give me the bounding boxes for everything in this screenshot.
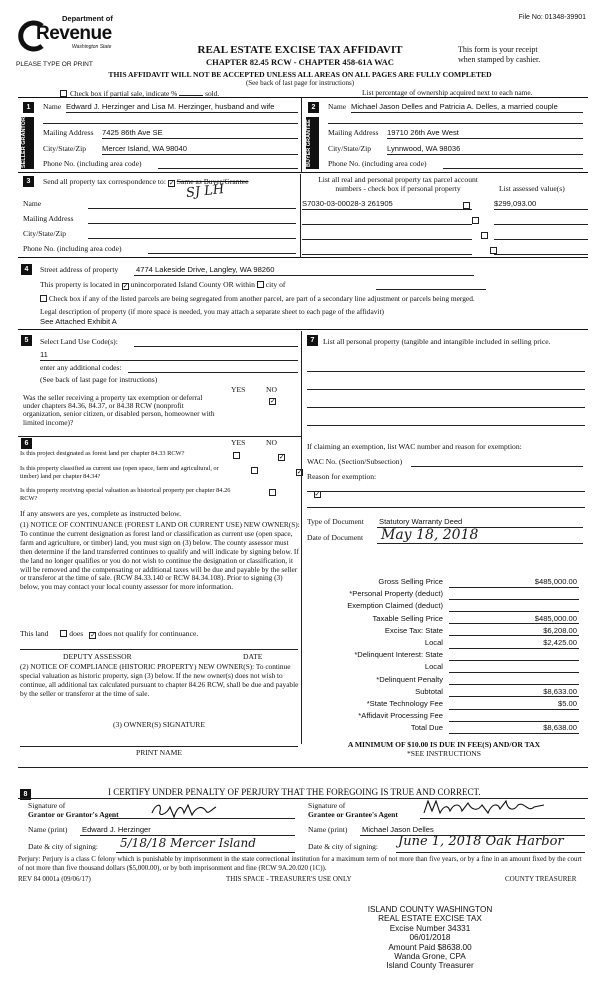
- section-3-number: 3: [23, 176, 34, 187]
- land-does-not-checkbox[interactable]: ✓: [90, 631, 96, 639]
- segregated-row: [40, 294, 588, 303]
- certify-statement: I CERTIFY UNDER PENALTY OF PERJURY THAT THE FOREGOING IS TRUE AND CORRECT.: [108, 787, 481, 797]
- fee-label: *State Technology Fee: [366, 699, 443, 708]
- fee-value[interactable]: $8,638.00: [543, 723, 577, 733]
- personal-prop-line-2: [307, 389, 585, 390]
- fee-label: Subtotal: [415, 686, 443, 696]
- this-land-text: This land: [20, 629, 49, 638]
- city-of-text: city of: [265, 280, 286, 289]
- fee-row: [303, 686, 585, 698]
- buyer-name-field[interactable]: Michael Jason Delles and Patricia A. Delles, a married couple: [351, 102, 558, 111]
- stamp-line: REAL ESTATE EXCISE TAX: [378, 914, 482, 924]
- fee-label: *Affidavit Processing Fee: [358, 711, 443, 721]
- fee-label: Excise Tax: State: [384, 625, 443, 635]
- s6-q2-text: Is this property classified as current use (open space, farm and agricultural, or timber) land per chapter 84.34?: [20, 465, 219, 480]
- seller-name-field[interactable]: Edward J. Herzinger and Lisa M. Herzinger, husband and wife: [66, 102, 275, 111]
- fee-row: [303, 661, 585, 673]
- form-subtitle: CHAPTER 82.45 RCW - CHAPTER 458-61A WAC: [206, 57, 394, 67]
- buyer-name-label: Name: [328, 102, 347, 111]
- buyer-mail-field[interactable]: 19710 26th Ave West: [387, 128, 459, 137]
- see-instructions: *SEE INSTRUCTIONS: [406, 749, 482, 758]
- doc-type-field[interactable]: Statutory Warranty Deed: [379, 517, 463, 526]
- land-use-see-back: (See back of last page for instructions): [40, 375, 158, 384]
- doc-date-line: [377, 543, 583, 544]
- receipt-note-1: This form is your receipt: [458, 45, 538, 54]
- logo-state: Washington State: [72, 44, 112, 50]
- s6-yes-header: YES: [231, 438, 246, 447]
- seller-name-line1: [66, 112, 298, 113]
- corr-name-label: Name: [23, 199, 42, 208]
- fee-label: Gross Selling Price: [378, 577, 443, 586]
- fee-row: [303, 625, 585, 637]
- section-1-2-divider: [301, 98, 302, 173]
- fee-row: [303, 588, 585, 600]
- fee-row: [303, 722, 585, 734]
- exemption-label: If claiming an exemption, list WAC number and reason for exemption:: [307, 442, 522, 451]
- s6-q1-yes-checkbox[interactable]: [233, 452, 240, 459]
- fee-value[interactable]: $5.00: [557, 699, 577, 708]
- additional-codes-label: enter any additional codes:: [40, 363, 122, 372]
- treasurer-stamp: [345, 905, 515, 971]
- grantor-name-field[interactable]: Edward J. Herzinger: [82, 825, 151, 834]
- section-8-number: 8: [20, 789, 31, 800]
- dor-logo: [16, 14, 126, 62]
- owner-sig-line: [20, 746, 298, 747]
- section-6: [18, 437, 321, 747]
- parcel-line-3: [302, 239, 472, 240]
- stamp-line: Island County Treasurer: [386, 961, 474, 971]
- section-3: [18, 174, 588, 258]
- section-6-number: 6: [21, 438, 32, 449]
- parcel-header: [302, 175, 494, 193]
- buyer-grantee-bar: BUYER GRANTEE: [306, 117, 319, 169]
- fee-label: Total Due: [410, 723, 443, 733]
- if-yes-text: If any answers are yes, complete as instructed below.: [20, 509, 182, 518]
- fee-label: Exemption Claimed (deduct): [347, 601, 443, 611]
- grantor-date-label: Date & city of signing:: [28, 842, 99, 851]
- segregated-checkbox[interactable]: [40, 295, 47, 302]
- grantee-sig-line: [420, 818, 585, 819]
- seller-mail-label: Mailing Address: [43, 128, 94, 137]
- land-use-label: Select Land Use Code(s):: [40, 337, 118, 346]
- logo-revenue: Revenue: [36, 23, 112, 44]
- legal-desc-field[interactable]: See Attached Exhibit A: [40, 317, 117, 326]
- list-pct-note: List percentage of ownership acquired next to each name.: [362, 88, 533, 97]
- fee-label: Taxable Selling Price: [372, 613, 443, 623]
- located-row: [40, 280, 285, 290]
- grantor-sig-label: [28, 801, 119, 819]
- s5-q1-text: Was the seller receiving a property tax exemption or deferral under chapters 84.36, 84.37, or 84.38 RCW (nonprofit organization, senior citizen, or disabled person, homeowner with limited income)?: [23, 393, 215, 427]
- parcel-line-2: [302, 224, 472, 225]
- wac-label: WAC No. (Section/Subsection): [307, 457, 403, 466]
- corr-city-field[interactable]: [88, 229, 296, 239]
- grantor-sig-line: [110, 818, 295, 819]
- personal-prop-line-4: [307, 425, 585, 426]
- stamp-line: ISLAND COUNTY WASHINGTON: [367, 905, 493, 914]
- buyer-phone-field[interactable]: [443, 159, 583, 169]
- doc-date-field[interactable]: May 18, 2018: [381, 527, 479, 543]
- grantee-name-label: Name (print): [308, 825, 348, 834]
- s6-q1-text: Is this project designated as forest land per chapter 84.33 RCW?: [20, 450, 185, 457]
- same-as-buyer-checkbox[interactable]: ✓: [168, 179, 175, 187]
- land-use-line1: [134, 346, 298, 347]
- section-5: [18, 333, 300, 433]
- treasurer-use-only: THIS SPACE - TREASURER'S USE ONLY: [226, 875, 352, 883]
- partial-sale-checkbox[interactable]: [60, 90, 67, 97]
- fee-row: [303, 576, 585, 588]
- perjury-notice: Perjury: Perjury is a class C felony which is punishable by imprisonment in the state correctional institution for a maximum term of not more than five years, or by a fine in an amount fixed by the court of not more than five thousand dollars ($5,000.00), or by both imprisonment and fine (RCW 9A.20.020 (1C)).: [18, 855, 582, 872]
- land-does-checkbox[interactable]: [60, 630, 67, 637]
- this-land-row: [20, 629, 198, 639]
- parcel-3-personal-checkbox[interactable]: [481, 232, 488, 239]
- section-7: [303, 333, 588, 763]
- fee-value[interactable]: $485,000.00: [534, 613, 577, 623]
- fee-row: [303, 649, 585, 661]
- section-5-number: 5: [21, 335, 32, 346]
- personal-property-label: List all personal property (tangible and intangible included in selling price.: [323, 337, 551, 346]
- grantee-date-label: Date & city of signing:: [308, 842, 379, 851]
- parcel-1-personal-checkbox[interactable]: [463, 202, 470, 209]
- seller-name-line2: [43, 123, 298, 124]
- minimum-due-note: A MINIMUM OF $10.00 IS DUE IN FEE(S) AND/OR TAX: [347, 740, 541, 749]
- grantor-date-field[interactable]: 5/18/18 Mercer Island: [120, 836, 256, 850]
- seller-mail-field[interactable]: 7425 86th Ave SE: [102, 128, 163, 137]
- corr-name-field[interactable]: [88, 199, 296, 209]
- parcel-2-personal-checkbox[interactable]: [472, 217, 479, 224]
- parcel-header-line1: List all real and personal property tax parcel account: [318, 175, 478, 184]
- fee-value[interactable]: $485,000.00: [534, 577, 577, 586]
- partial-sale-text: Check box if partial sale, indicate %: [70, 89, 178, 98]
- form-title: REAL ESTATE EXCISE TAX AFFIDAVIT: [197, 44, 403, 56]
- legal-desc-label: Legal description of property (if more space is needed, you may attach a separate sheet to each page of the affidavit): [40, 307, 384, 316]
- parcel-header-line2: numbers - check box if personal property: [335, 184, 461, 193]
- fee-row: [303, 613, 585, 625]
- reason-line-2: [307, 507, 585, 508]
- corr-phone-field[interactable]: [148, 244, 296, 254]
- parcel-line-4: [302, 254, 472, 255]
- sold-text: sold.: [205, 89, 220, 98]
- buyer-name-line1: [351, 112, 583, 113]
- send-correspondence-text: Send all property tax correspondence to:: [43, 177, 166, 186]
- see-back-header: (See back of last page for instructions): [245, 79, 355, 87]
- buyer-mail-line: [387, 138, 583, 139]
- handwritten-initials: SJ LH: [185, 182, 225, 201]
- section-7-number: 7: [307, 335, 318, 346]
- corr-mail-label: Mailing Address: [23, 214, 74, 223]
- corr-mail-field[interactable]: [88, 214, 296, 224]
- fee-label: Local: [424, 662, 443, 672]
- s6-q3-yes-checkbox[interactable]: [269, 489, 276, 496]
- stamp-line: 06/01/2018: [409, 933, 451, 943]
- buyer-section: [303, 99, 588, 173]
- reason-label: Reason for exemption:: [307, 472, 377, 481]
- seller-grantor-bar: SELLER GRANTOR: [21, 117, 34, 169]
- assessed-header: List assessed value(s): [499, 184, 565, 193]
- s6-q2-no-checkbox[interactable]: ✓: [296, 468, 303, 476]
- print-name-label: PRINT NAME: [135, 748, 183, 757]
- section-1-number: 1: [23, 102, 34, 113]
- section-4: [18, 262, 588, 330]
- grantor-sig-label-2: Grantor or Grantor's Agent: [28, 810, 119, 819]
- grantor-sig-label-1: Signature of: [28, 801, 66, 810]
- seller-name-label: Name: [43, 102, 62, 111]
- personal-prop-line-3: [307, 407, 585, 408]
- deputy-date-label: DATE: [243, 652, 263, 661]
- section-2-number: 2: [308, 102, 319, 113]
- fee-row: [303, 600, 585, 612]
- section-8-top-rule: [18, 767, 588, 768]
- land-does-not-text: does not: [98, 629, 124, 638]
- fee-value[interactable]: $2,425.00: [543, 638, 577, 647]
- buyer-city-line: [387, 154, 583, 155]
- fee-row: [303, 698, 585, 710]
- land-use-field[interactable]: 11: [40, 350, 48, 359]
- buyer-phone-label: Phone No. (including area code): [328, 159, 427, 168]
- same-as-buyer-text: Same as Buyer/Grantee: [176, 177, 249, 186]
- stamp-line: Wanda Grone, CPA: [394, 952, 466, 962]
- parcel-line-1: [302, 209, 472, 210]
- street-label: Street address of property: [40, 265, 119, 274]
- grantee-date-field[interactable]: June 1, 2018 Oak Harbor: [398, 834, 564, 849]
- assessed-line-2: [494, 224, 588, 225]
- file-number: File No: 01348-39901: [518, 14, 586, 21]
- buyer-city-field[interactable]: Lynnwood, WA 98036: [387, 144, 461, 153]
- doc-date-label: Date of Document: [307, 533, 364, 542]
- fee-value[interactable]: $8,633.00: [543, 686, 577, 696]
- parcel-4-personal-checkbox[interactable]: [490, 247, 497, 254]
- seller-city-field[interactable]: Mercer Island, WA 98040: [102, 144, 187, 153]
- grantee-date-line: [396, 852, 585, 853]
- s6-q3-no-checkbox[interactable]: ✓: [314, 490, 321, 498]
- grantee-sig-label: [308, 801, 398, 819]
- corr-phone-label: Phone No. (including area code): [23, 244, 122, 253]
- seller-city-line: [102, 154, 298, 155]
- seller-phone-label: Phone No. (including area code): [43, 159, 142, 168]
- s6-q3-text: Is this property receiving special valuation as historical property per chapter 84.26 RCW?: [20, 487, 231, 502]
- qualify-text: qualify for continuance.: [125, 629, 199, 638]
- fee-label: *Delinquent Penalty: [376, 674, 443, 684]
- grantor-date-line: [116, 852, 295, 853]
- land-does-text: does: [69, 629, 84, 638]
- seller-section: [18, 99, 300, 173]
- corr-city-label: City/State/Zip: [23, 229, 67, 238]
- grantor-name-label: Name (print): [28, 825, 68, 834]
- s6-q1-no-checkbox[interactable]: ✓: [278, 453, 285, 461]
- grantee-signature-icon: [420, 797, 550, 819]
- reason-line-1: [307, 491, 585, 492]
- assessed-line-4: [494, 254, 588, 255]
- seller-city-label: City/State/Zip: [43, 144, 87, 153]
- parcel-number-1[interactable]: S7030-03-00028-3 261905: [302, 199, 393, 208]
- notice-continuance: (1) NOTICE OF CONTINUANCE (FOREST LAND OR CURRENT USE) NEW OWNER(S): To continue the current designation as forest land or classification as current use (open space, farm and agriculture, or timber) land, you must sign on (3) below. The county assessor must then determine if the land transferred continues to qualify and will indicate by signing below. If the land no longer qualifies or you do not wish to continue the designation or classification, it will be removed and the compensating or additional taxes will be due and payable by the seller or transferor at the time of sale. (RCW 84.33.140 or RCW 84.34.108). Prior to signing (3) below, you may contact your local county assessor for more information.: [20, 520, 300, 592]
- fee-value[interactable]: $6,208.00: [543, 625, 577, 635]
- fee-row: [303, 637, 585, 649]
- street-field[interactable]: 4774 Lakeside Drive, Langley, WA 98260: [136, 265, 275, 274]
- wac-field[interactable]: [411, 457, 583, 467]
- stamp-line: Amount Paid $8638.00: [388, 942, 472, 952]
- s6-q2-yes-checkbox[interactable]: [251, 467, 258, 474]
- rev-number: REV 84 0001a (09/06/17): [18, 875, 91, 883]
- stamp-line: Excise Number 34331: [389, 923, 471, 933]
- city-of-checkbox[interactable]: [257, 281, 264, 288]
- fee-row: [303, 674, 585, 686]
- warning-text: THIS AFFIDAVIT WILL NOT BE ACCEPTED UNLESS ALL AREAS ON ALL PAGES ARE FULLY COMPLETED: [108, 70, 492, 79]
- please-type: PLEASE TYPE OR PRINT: [16, 61, 93, 68]
- seller-mail-line: [102, 138, 298, 139]
- fee-value-line: [449, 733, 579, 734]
- unincorporated-checkbox[interactable]: ✓: [122, 282, 129, 290]
- assessed-value-1[interactable]: $299,093.00: [494, 199, 537, 208]
- s5-q1-no-checkbox[interactable]: ✓: [270, 397, 276, 405]
- seller-phone-field[interactable]: [158, 159, 298, 169]
- unincorporated-text: unincorporated Island County OR within: [130, 280, 255, 289]
- assessed-line-3: [494, 239, 588, 240]
- fee-row: [303, 710, 585, 722]
- city-of-line: [376, 289, 486, 290]
- notice-compliance: (2) NOTICE OF COMPLIANCE (HISTORIC PROPERTY) NEW OWNER(S): To continue special valuation as historic property, sign (3) below. If the new owner(s) does not wish to continue, all additional tax calculated pursuant to chapter 84.26 RCW, shall be due and payable by the seller or transferor at the time of sale.: [20, 662, 299, 698]
- logo-dept: Department of: [62, 14, 113, 23]
- buyer-city-label: City/State/Zip: [328, 144, 372, 153]
- segregated-text: Check box if any of the listed parcels are being segregated from another parcel, are part of a secondary line adjustment or parcels being merged.: [48, 294, 475, 303]
- fee-label: *Delinquent Interest: State: [354, 650, 443, 660]
- grantee-sig-label-2: Grantee or Grantee's Agent: [308, 810, 398, 819]
- s5-no-header: NO: [266, 385, 277, 394]
- partial-sale-pct-field[interactable]: [179, 88, 203, 96]
- s6-no-header: NO: [266, 438, 277, 447]
- land-use-line2: [40, 360, 298, 361]
- grantee-sig-label-1: Signature of: [308, 801, 346, 810]
- buyer-mail-label: Mailing Address: [328, 128, 379, 137]
- s5-yes-header: YES: [231, 385, 246, 394]
- receipt-note-2: when stamped by cashier.: [458, 55, 541, 64]
- grantee-name-field[interactable]: Michael Jason Delles: [362, 825, 434, 834]
- deputy-assessor-line: [20, 649, 298, 650]
- deputy-assessor-label: DEPUTY ASSESSOR: [63, 652, 132, 661]
- fee-label: Local: [424, 638, 443, 647]
- section-4-number: 4: [21, 264, 32, 275]
- doc-type-label: Type of Document: [307, 517, 364, 526]
- section-3-divider: [300, 174, 301, 258]
- county-treasurer-label: COUNTY TREASURER: [505, 875, 577, 883]
- mid-column-divider: [301, 331, 302, 744]
- personal-prop-line-1: [307, 371, 585, 372]
- located-in-text: This property is located in: [40, 280, 120, 289]
- owner-signature-label: (3) OWNER(S) SIGNATURE: [113, 720, 205, 729]
- additional-codes-field[interactable]: [128, 363, 298, 373]
- fee-label: *Personal Property (deduct): [349, 589, 443, 599]
- buyer-name-line2: [328, 123, 583, 124]
- street-line: [134, 275, 474, 276]
- assessed-line-1: [494, 209, 588, 210]
